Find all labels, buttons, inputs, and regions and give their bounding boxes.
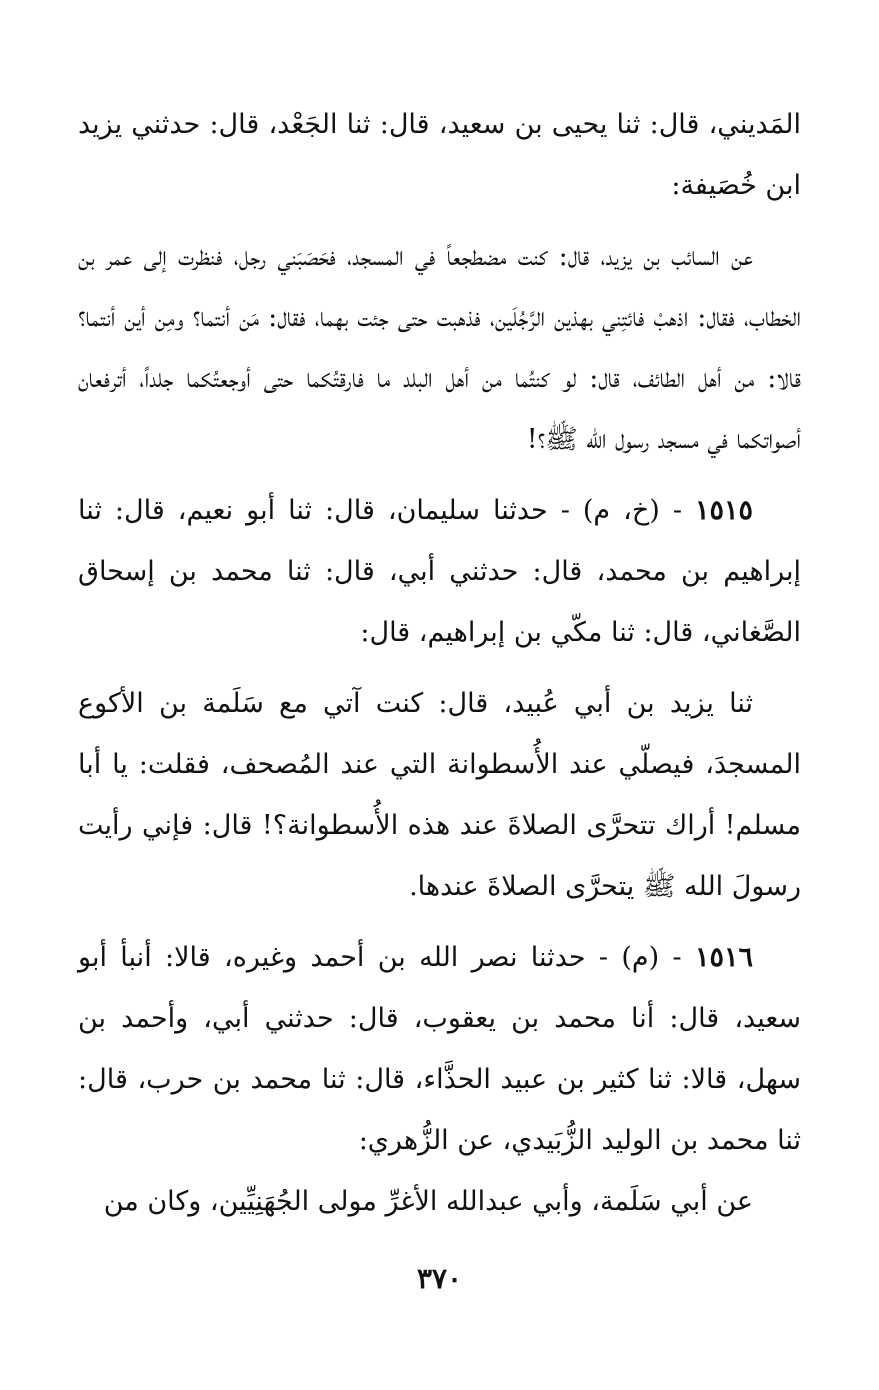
hadith-number: ١٥١٦ (694, 942, 753, 973)
paragraph-text: - (م) - حدثنا نصر الله بن أحمد وغيره، قالا: أنبأ أبو سعيد، قال: أنا محمد بن يعقوب، قال: حدثني أبي، وأحمد بن سهل، قالا: ثنا كثير بن عبيد الحذَّاء، قال: ثنا محمد بن حرب، قال: ثنا محمد بن الوليد الزُّبَيدي، عن الزُّهري: (78, 942, 801, 1156)
paragraph-text: عن السائب بن يزيد، قال: كنت مضطجعاً في المسجد، فحَصَبَني رجل، فنظرت إلى عمر بن الخطاب، فقال: اذهبْ فائتِني بهذين الرَّجُلَين، فذهبت حتى جئت بهما، فقال: مَن أنتما؟ ومِن أين أنتما؟ قالا: من أهل الطائف، قال: لو كنتُما من أهل البلد ما فارقتُكما حتى أوجعتُكما جلداً، أترفعان أصواتكما في مسجد رسول الله ﷺ؟! (78, 241, 801, 455)
page-body (78, 94, 801, 1232)
hadith-1515-text (78, 673, 801, 917)
chain-continuation-paragraph (78, 94, 801, 216)
paragraph-text: ثنا يزيد بن أبي عُبيد، قال: كنت آتي مع سَلَمة بن الأكوع المسجدَ، فيصلّي عند الأُسطوانة التي عند المُصحف، فقلت: يا أبا مسلم! أراك تتحرَّى الصلاةَ عند هذه الأُسطوانة؟! قال: فإني رأيت رسولَ الله ﷺ يتحرَّى الصلاةَ عندها. (78, 688, 801, 902)
page-number: ٣٧٠ (416, 1262, 463, 1295)
hadith-1516-chain (78, 927, 801, 1171)
paragraph-text: المَديني، قال: ثنا يحيى بن سعيد، قال: ثنا الجَعْد، قال: حدثني يزيد ابن خُصَيفة: (78, 109, 801, 201)
narration-paragraph (78, 226, 801, 470)
hadith-1515-chain (78, 480, 801, 663)
hadith-1516-text (78, 1171, 801, 1232)
paragraph-text: عن أبي سَلَمة، وأبي عبدالله الأغرِّ مولى الجُهَنِيِّين، وكان من (103, 1186, 753, 1217)
hadith-number: ١٥١٥ (694, 495, 753, 526)
paragraph-text: - (خ، م) - حدثنا سليمان، قال: ثنا أبو نعيم، قال: ثنا إبراهيم بن محمد، قال: حدثني أبي، قال: ثنا محمد بن إسحاق الصَّغاني، قال: ثنا مكّي بن إبراهيم، قال: (78, 495, 801, 648)
